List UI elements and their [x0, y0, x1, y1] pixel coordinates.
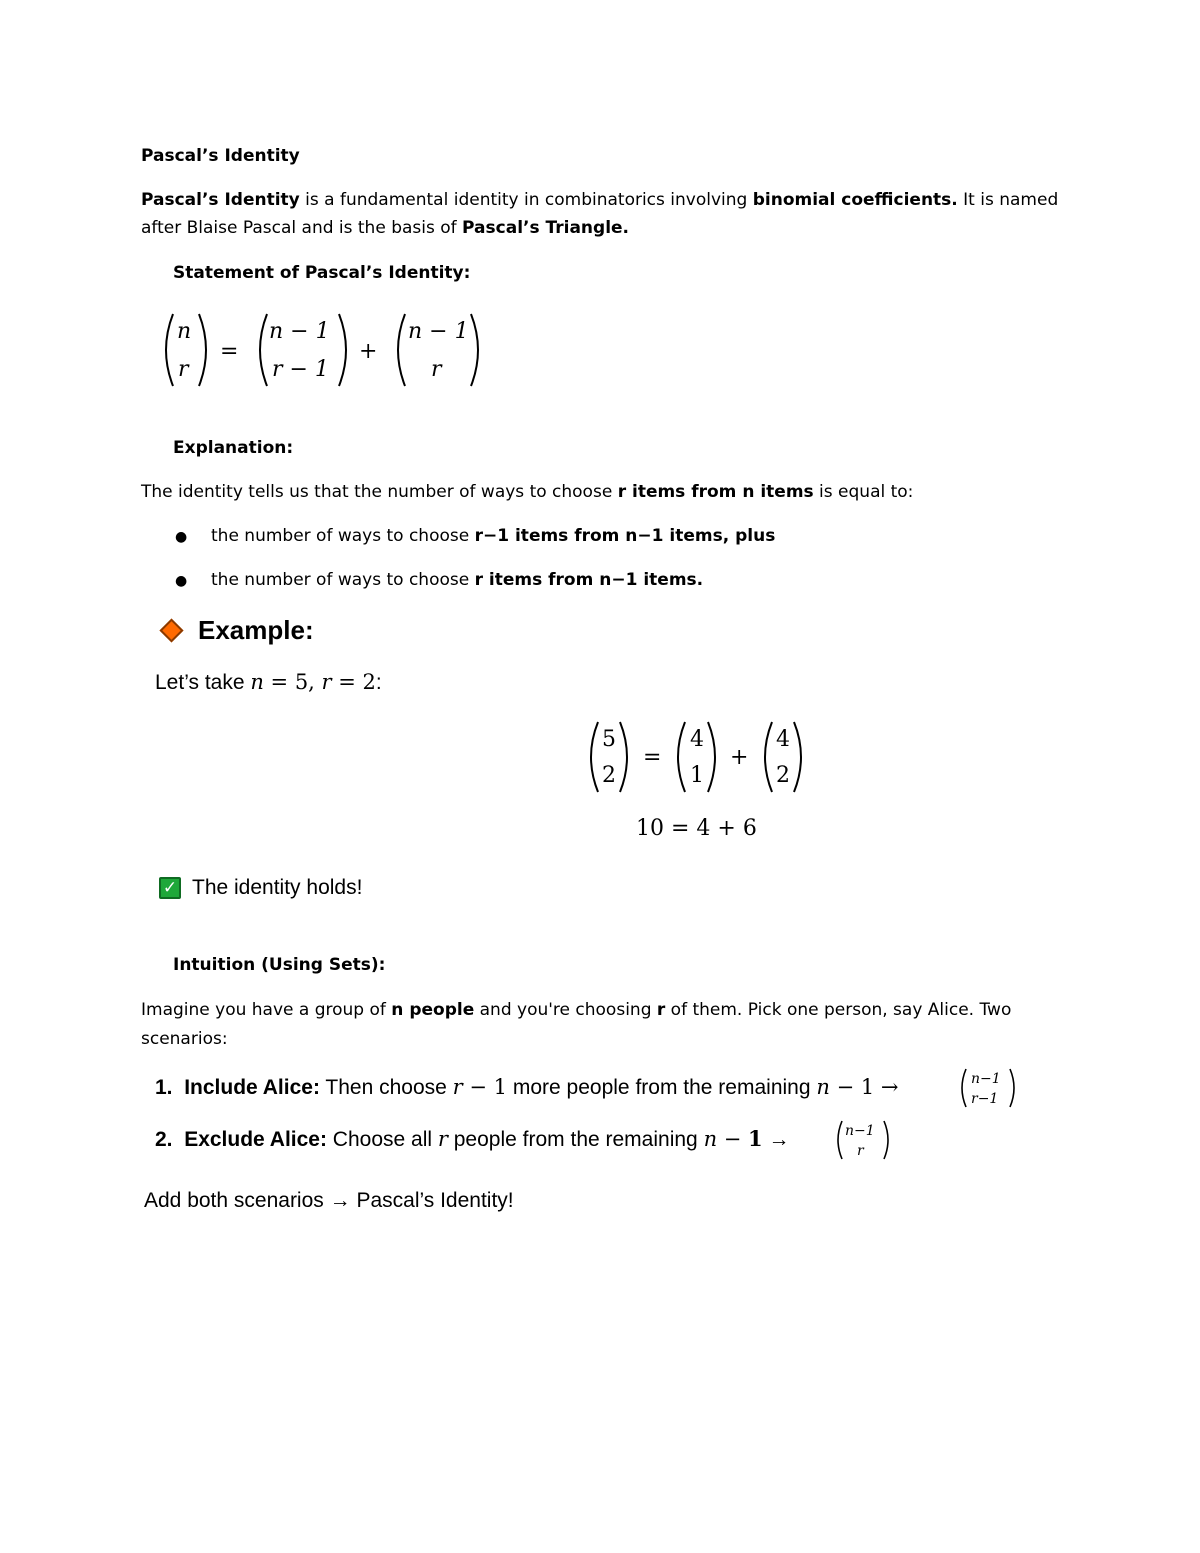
- term2-bottom: r: [431, 357, 442, 382]
- scenario-1-var-n: n: [816, 1075, 830, 1099]
- s1-binom-bottom: r−1: [971, 1091, 999, 1107]
- scenario-2-var-n: n: [703, 1127, 718, 1151]
- scenario-2-one: 1: [748, 1126, 763, 1151]
- example-sum: 10 = 4 + 6: [636, 816, 757, 841]
- intro-bold-pascal: Pascal’s Identity: [141, 190, 300, 210]
- lets-take-text: Let’s take: [155, 671, 251, 694]
- intuition-bold-r: r: [656, 1000, 666, 1020]
- intuition-text-3: of them. Pick one person, say Alice. Two: [665, 1000, 1012, 1020]
- scenario-1-text-2: more people from the remaining: [507, 1076, 817, 1099]
- ex-equals: =: [643, 745, 662, 770]
- formula-plus: +: [359, 339, 378, 364]
- scenario-2-arrow: →: [762, 1128, 790, 1151]
- ex-t2-top: 4: [776, 727, 790, 752]
- intuition-line-1: [141, 999, 1011, 1021]
- example-binomial-equation: [582, 718, 818, 796]
- intuition-text-2: and you're choosing: [474, 1000, 657, 1020]
- scenario-2: [155, 1125, 790, 1154]
- bullet-item: [175, 569, 187, 592]
- green-check-icon: ✓: [159, 877, 181, 899]
- s1-binom-top: n−1: [971, 1071, 1001, 1087]
- term1-bottom: r − 1: [272, 357, 329, 382]
- bullet-item: [175, 525, 187, 548]
- term2-top: n − 1: [408, 319, 469, 344]
- scenario-1-bold: Include Alice:: [184, 1076, 320, 1099]
- scenario-1-minus-one: − 1: [462, 1075, 508, 1099]
- scenario-1: [155, 1073, 898, 1102]
- scenario-2-binomial: [834, 1118, 898, 1162]
- document-heading: Pascal’s Identity: [141, 146, 300, 166]
- intro-line-1: [141, 189, 1058, 211]
- scenario-2-minus: −: [717, 1127, 749, 1151]
- ex-lhs-top: 5: [602, 727, 616, 752]
- n-variable: n: [250, 670, 264, 694]
- pascal-identity-formula: [155, 308, 495, 392]
- intro-line-2: [141, 217, 629, 239]
- scenario-1-var-r: r: [452, 1075, 463, 1099]
- scenario-2-var-r: r: [437, 1127, 448, 1151]
- bullet-text-2: [211, 569, 703, 591]
- bullet-icon: ●: [175, 529, 188, 545]
- intuition-line-2: scenarios:: [141, 1029, 228, 1049]
- s2-binom-top: n−1: [845, 1123, 875, 1139]
- lhs-top: n: [177, 319, 192, 344]
- intro-text-2: It is named: [957, 190, 1059, 210]
- scenario-1-binomial: [958, 1066, 1022, 1110]
- term1-top: n − 1: [269, 319, 330, 344]
- bullet-text-1: [211, 525, 775, 547]
- ex-t2-bottom: 2: [776, 763, 790, 788]
- bullet-1-text: the number of ways to choose: [211, 526, 475, 546]
- explanation-line: [141, 481, 913, 503]
- bullet-1-bold: r−1 items from n−1 items, plus: [474, 526, 776, 546]
- intuition-bold-n: n people: [391, 1000, 475, 1020]
- ex-t1-top: 4: [690, 727, 704, 752]
- scenario-2-text-2: people from the remaining: [447, 1128, 704, 1151]
- scenario-1-text-1: Then choose: [319, 1076, 453, 1099]
- identity-holds-text: The identity holds!: [192, 876, 363, 899]
- ex-t1-bottom: 1: [690, 763, 704, 788]
- intro-bold-binomial: binomial coefficients.: [752, 190, 958, 210]
- explanation-text-2: is equal to:: [813, 482, 914, 502]
- statement-heading: Statement of Pascal’s Identity:: [173, 263, 471, 283]
- intro-line2-text: after Blaise Pascal and is the basis of: [141, 218, 463, 238]
- ex-lhs-bottom: 2: [602, 763, 616, 788]
- scenario-1-tail: − 1 →: [829, 1075, 899, 1099]
- explanation-text-1: The identity tells us that the number of ways to choose: [141, 482, 618, 502]
- example-setup: [155, 668, 382, 697]
- bullet-2-bold: r items from n−1 items.: [474, 570, 704, 590]
- bullet-2-text: the number of ways to choose: [211, 570, 475, 590]
- conclusion-text: Add both scenarios → Pascal’s Identity!: [144, 1189, 514, 1212]
- intuition-heading: Intuition (Using Sets):: [173, 955, 386, 975]
- r-value: = 2: [331, 670, 376, 694]
- bullet-icon: ●: [175, 573, 188, 589]
- intuition-text-1: Imagine you have a group of: [141, 1000, 392, 1020]
- scenario-2-text-1: Choose all: [326, 1128, 438, 1151]
- scenario-2-bold: Exclude Alice:: [184, 1128, 327, 1151]
- intro-bold-triangle: Pascal’s Triangle.: [462, 218, 630, 238]
- lhs-bottom: r: [178, 357, 189, 382]
- explanation-heading: Explanation:: [173, 438, 294, 458]
- scenario-2-number: 2.: [155, 1128, 173, 1151]
- setup-colon: :: [375, 671, 382, 694]
- explanation-bold: r items from n items: [617, 482, 814, 502]
- example-heading: Example:: [198, 615, 314, 645]
- s2-binom-bottom: r: [857, 1143, 864, 1159]
- n-value: = 5,: [263, 670, 322, 694]
- orange-diamond-icon: [159, 618, 183, 642]
- intro-text-1: is a fundamental identity in combinatorics involving: [299, 190, 753, 210]
- scenario-1-number: 1.: [155, 1076, 173, 1099]
- ex-plus: +: [730, 745, 749, 770]
- r-variable: r: [321, 670, 332, 694]
- formula-equals: =: [220, 339, 239, 364]
